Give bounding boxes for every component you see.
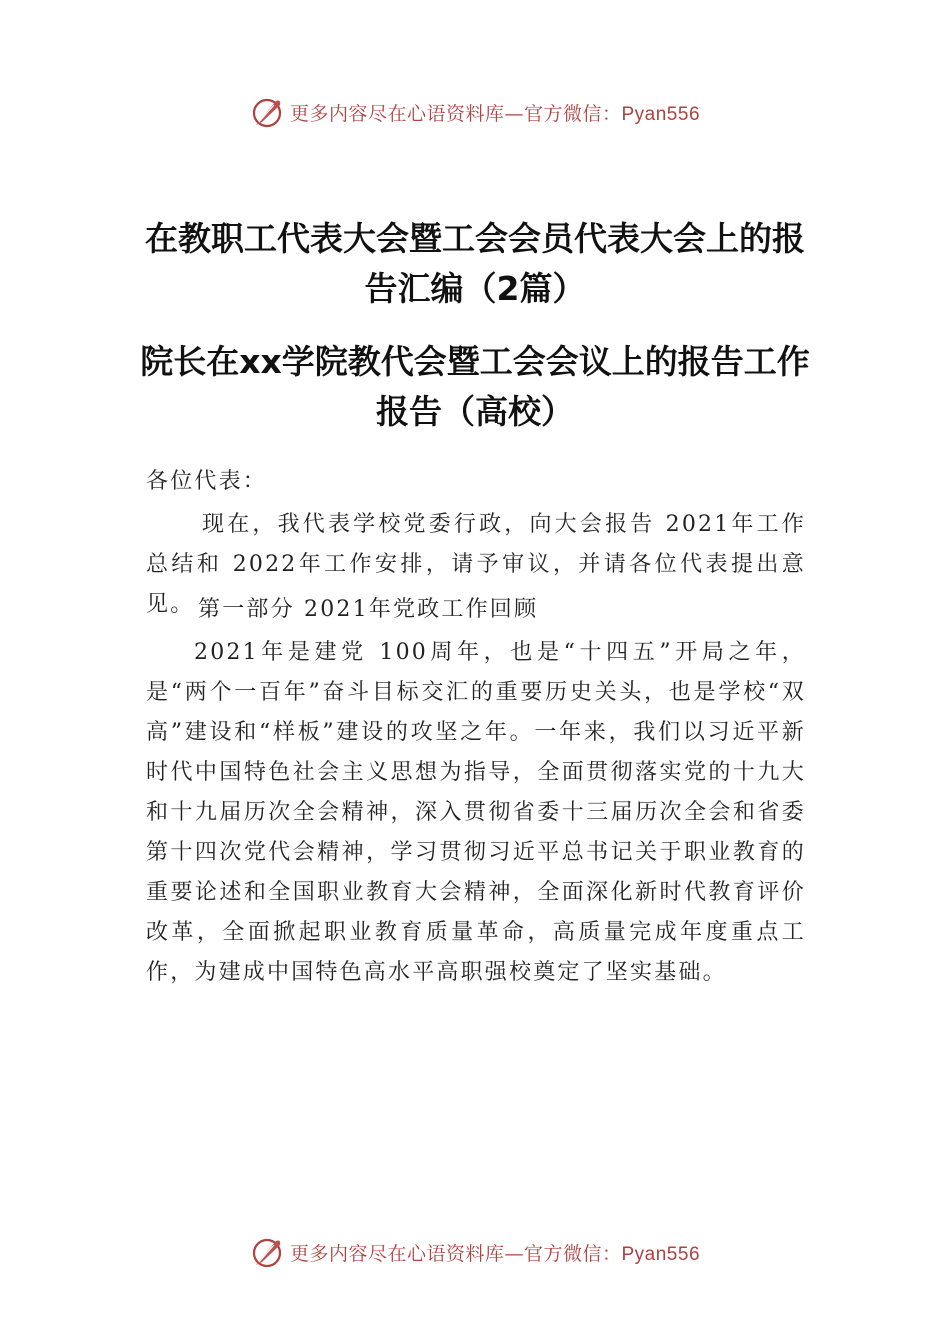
footer-watermark — [0, 1232, 950, 1272]
feather-pen-circle-logo-icon — [250, 95, 284, 129]
collection-title: 在教职工代表大会暨工会会员代表大会上的报告汇编（2篇） — [145, 219, 805, 308]
paragraph-intro: 现在，我代表学校党委行政，向大会报告 2021年工作总结和 2022年工作安排，请予审议，并请各位代表提出意见。 — [146, 512, 806, 617]
section-heading: 第一部分 2021年党政工作回顾 — [198, 597, 539, 622]
paragraph-review: 2021年是建党 100周年，也是“十四五”开局之年，是“两个一百年”奋斗目标交汇的重要历史关头，也是学校“双高”建设和“样板”建设的攻坚之年。一年来，我们以习近平新时代中国特色社会主义思想为指导，全面贯彻落实党的十九大和十九届历次全会精神，深入贯彻省委十三届历次全会和省委第十四次党代会精神，学习贯彻习近平总书记关于职业教育的重要论述和全国职业教育大会精神，全面深化新时代教育评价改革，全面掀起职业教育质量革命，高质量完成年度重点工作，为建成中国特色高水平高职强校奠定了坚实基础。 — [146, 640, 806, 985]
watermark-text: 更多内容尽在心语资料库—官方微信：Pyan556 — [289, 102, 701, 125]
watermark-text: 更多内容尽在心语资料库—官方微信：Pyan556 — [289, 1242, 701, 1265]
feather-pen-circle-logo-icon — [250, 1235, 284, 1269]
salutation: 各位代表： — [146, 469, 268, 494]
report-title: 院长在xx学院教代会暨工会会议上的报告工作报告（高校） — [140, 342, 810, 431]
header-watermark — [0, 92, 950, 132]
